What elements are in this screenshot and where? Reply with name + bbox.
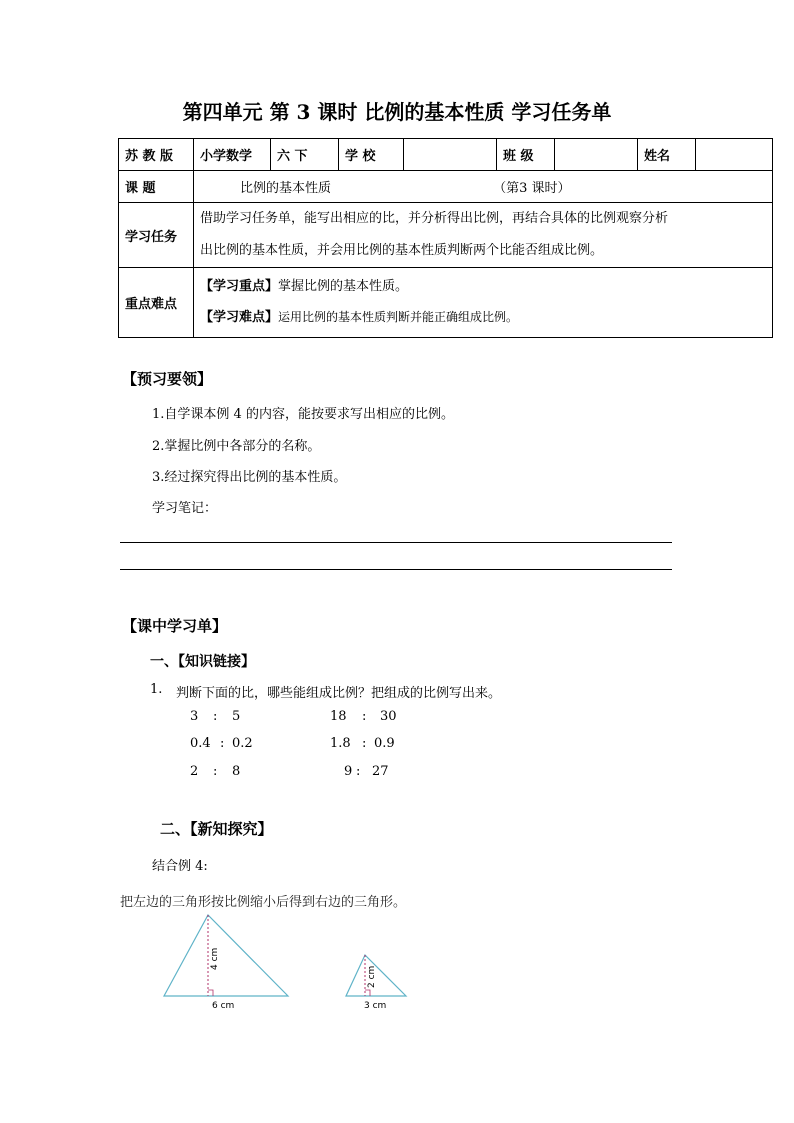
big-triangle-shape <box>164 915 288 996</box>
small-right-angle-mark <box>365 990 370 996</box>
ratio-right-consequent: 0.9 <box>374 736 395 751</box>
name-label: 姓名 <box>638 139 696 171</box>
part1-heading: 一、【知识链接】 <box>150 654 255 670</box>
part2-heading: 二、【新知探究】 <box>160 820 273 838</box>
topic-text: 比例的基本性质 <box>240 181 332 196</box>
notes-line-2[interactable] <box>120 569 672 570</box>
key-tag: 【学习重点】 <box>200 279 279 294</box>
ratio-right-consequent: 30 <box>380 709 397 724</box>
ratio-colon: : <box>356 764 361 779</box>
ratio-right-consequent: 27 <box>372 764 389 779</box>
name-field[interactable] <box>696 139 773 171</box>
preview-heading: 【预习要领】 <box>122 370 213 388</box>
class-field[interactable] <box>555 139 638 171</box>
ratio-colon: : <box>213 709 218 724</box>
focus-label: 重点难点 <box>119 268 194 338</box>
info-table <box>118 138 773 338</box>
notes-label: 学习笔记： <box>152 501 218 516</box>
small-height-label: 2 cm <box>367 965 377 988</box>
school-field[interactable] <box>404 139 497 171</box>
ratio-left-antecedent: 3 <box>190 709 199 724</box>
task-cell <box>194 203 773 268</box>
grade-cell: 六 下 <box>271 139 339 171</box>
big-triangle <box>164 915 288 1011</box>
topic-cell <box>194 171 773 203</box>
difficulty-text: 运用比例的基本性质判断并能正确组成比例。 <box>278 310 519 324</box>
ratio-colon: : <box>362 709 367 724</box>
ratio-left-antecedent: 2 <box>190 764 199 779</box>
page-title: 第四单元 第 3 课时 比例的基本性质 学习任务单 <box>182 100 612 124</box>
big-base-label: 6 cm <box>212 1001 235 1011</box>
instruction-text: 把左边的三角形按比例缩小后得到右边的三角形。 <box>120 895 407 910</box>
key-point <box>200 272 766 302</box>
ratio-left-consequent: 0.2 <box>232 736 253 751</box>
small-triangle <box>346 955 406 1011</box>
ratio-left-consequent: 5 <box>232 709 241 724</box>
subject-cell: 小学数学 <box>194 139 271 171</box>
class-sheet-heading: 【课中学习单】 <box>122 617 228 635</box>
task-line-2: 出比例的基本性质，并会用比例的基本性质判断两个比能否组成比例。 <box>200 243 604 258</box>
difficulty-tag: 【学习难点】 <box>200 310 279 325</box>
ratio-right-antecedent: 18 <box>330 709 347 724</box>
ratio-right-antecedent: 9 <box>344 764 353 779</box>
task-line-1: 借助学习任务单，能写出相应的比，并分析得出比例，再结合具体的比例观察分析 <box>200 211 669 226</box>
notes-line-1[interactable] <box>120 542 672 543</box>
difficulty-point <box>200 302 766 333</box>
small-base-label: 3 cm <box>364 1001 387 1011</box>
ratio-colon: : <box>220 736 225 751</box>
triangle-figure <box>150 910 430 1020</box>
task-label: 学习任务 <box>119 203 194 268</box>
ratio-right-antecedent: 1.8 <box>330 736 351 751</box>
example-label: 结合例 4: <box>152 859 208 874</box>
class-label: 班 级 <box>497 139 555 171</box>
ratio-colon: : <box>213 764 218 779</box>
preview-item-3: 3.经过探究得出比例的基本性质。 <box>152 470 347 485</box>
key-text: 掌握比例的基本性质。 <box>278 279 409 294</box>
school-label: 学 校 <box>339 139 404 171</box>
q1-number: 1. <box>150 682 163 697</box>
preview-item-2: 2.掌握比例中各部分的名称。 <box>152 439 321 454</box>
edition-cell: 苏 教 版 <box>119 139 194 171</box>
ratio-colon: : <box>362 736 367 751</box>
big-right-angle-mark <box>208 990 213 996</box>
ratio-left-consequent: 8 <box>232 764 241 779</box>
q1-text: 判断下面的比，哪些能组成比例？把组成的比例写出来。 <box>176 686 502 701</box>
ratio-left-antecedent: 0.4 <box>190 736 211 751</box>
topic-label: 课 题 <box>119 171 194 203</box>
period-text: （第3 课时） <box>493 181 571 196</box>
preview-item-1: 1.自学课本例 4 的内容，能按要求写出相应的比例。 <box>152 407 454 422</box>
focus-cell <box>194 268 773 338</box>
big-height-label: 4 cm <box>210 947 220 970</box>
